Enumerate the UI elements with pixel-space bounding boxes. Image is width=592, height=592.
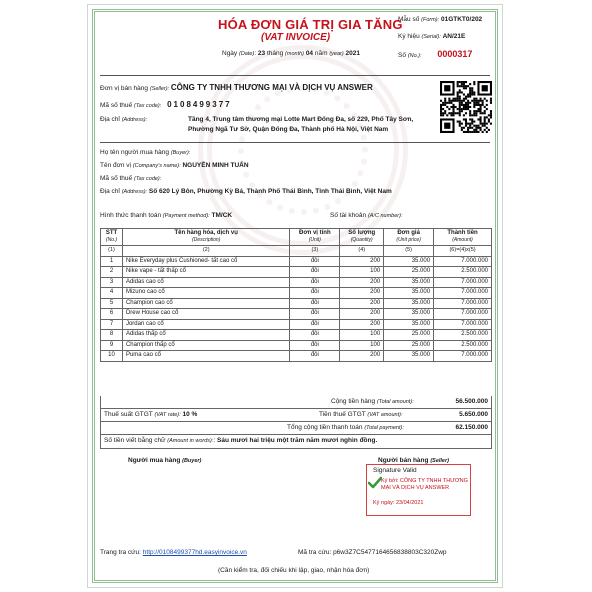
cell-unit-price: 35.000 [384, 288, 434, 299]
cell-quantity: 200 [340, 351, 384, 362]
cell-quantity: 200 [340, 277, 384, 288]
table-row [101, 319, 492, 330]
form-number: Mẫu số (Form): 01GTKT0/202 [398, 16, 483, 23]
invoice-title: HÓA ĐƠN GIÁ TRỊ GIA TĂNG [218, 17, 403, 32]
cell-unit: đôi [290, 340, 340, 351]
cell-amount: 7.000.000 [434, 277, 492, 288]
vat-row: Thuế suất GTGT (VAT rate): 10 % Tiền thuế GTGT (VAT amount): 5.650.000 [100, 409, 492, 422]
amount-in-words-row: Số tiền viết bằng chữ (Amount in words):: Sáu mươi hai triệu một trăm năm mươi nghìn đồng. [100, 435, 492, 449]
table-header-row [101, 229, 492, 246]
cell-no: 10 [101, 351, 123, 362]
col-header-amount: Thành tiền (Amount) [434, 229, 492, 246]
cell-description: Nike vape - tất thấp cổ [122, 267, 289, 278]
qr-code-icon [440, 81, 492, 133]
cell-description: Drew House cao cổ [122, 309, 289, 320]
cell-quantity: 100 [340, 330, 384, 341]
cell-unit: đôi [290, 267, 340, 278]
col-number: (2) [122, 246, 289, 257]
table-row [101, 277, 492, 288]
cell-unit-price: 35.000 [384, 298, 434, 309]
cell-unit-price: 35.000 [384, 256, 434, 267]
account-number-row: Số tài khoản (A/C number): [330, 212, 403, 219]
footer-note: (Cần kiểm tra, đối chiếu khi lập, giao, nhận hóa đơn) [218, 567, 370, 574]
cell-no: 3 [101, 277, 123, 288]
col-header-unit-price: Đơn giá (Unit price) [384, 229, 434, 246]
cell-unit: đôi [290, 298, 340, 309]
signature-valid-title: Signature Valid [373, 467, 417, 474]
cell-unit: đôi [290, 351, 340, 362]
cell-quantity: 200 [340, 319, 384, 330]
seller-name-row: Đơn vị bán hàng (Seller): CÔNG TY TNHH THƯƠNG MẠI VÀ DỊCH VỤ ANSWER [100, 83, 373, 92]
lookup-page-row: Trang tra cứu: http://0108499377hd.easyinvoice.vn [100, 549, 247, 556]
col-number: (3) [290, 246, 340, 257]
cell-unit: đôi [290, 330, 340, 341]
cell-description: Adidas cao cổ [122, 277, 289, 288]
col-number: (4) [340, 246, 384, 257]
lookup-link[interactable]: http://0108499377hd.easyinvoice.vn [142, 549, 247, 556]
signature-valid-stamp [366, 464, 471, 516]
invoice-date: Ngày (Date): 23 tháng (month) 04 năm (year) 2021 [222, 50, 360, 57]
cell-no: 5 [101, 298, 123, 309]
table-row [101, 330, 492, 341]
cell-unit-price: 35.000 [384, 277, 434, 288]
cell-amount: 7.000.000 [434, 298, 492, 309]
subtotal-row: Cộng tiền hàng (Total amount): 56.500.000 [100, 396, 492, 409]
invoice-subtitle: (VAT INVOICE) [261, 32, 331, 43]
cell-unit: đôi [290, 319, 340, 330]
table-row [101, 309, 492, 320]
watermark-seal-inner [238, 85, 368, 215]
col-header-no: STT (No.) [101, 229, 123, 246]
cell-no: 8 [101, 330, 123, 341]
table-row [101, 298, 492, 309]
col-header-unit: Đơn vị tính (Unit) [290, 229, 340, 246]
cell-unit-price: 35.000 [384, 309, 434, 320]
cell-quantity: 200 [340, 288, 384, 299]
buyer-tax-row: Mã số thuế (Tax code): [100, 175, 162, 182]
cell-unit-price: 25.000 [384, 267, 434, 278]
cell-unit: đôi [290, 309, 340, 320]
table-row [101, 351, 492, 362]
col-number: (1) [101, 246, 123, 257]
col-header-quantity: Số lượng (Quantity) [340, 229, 384, 246]
table-row [101, 340, 492, 351]
cell-amount: 7.000.000 [434, 256, 492, 267]
cell-description: Jordan cao cổ [122, 319, 289, 330]
checkmark-icon [368, 476, 382, 490]
cell-no: 2 [101, 267, 123, 278]
payment-method-row: Hình thức thanh toán (Payment method): TM/CK [100, 212, 233, 219]
cell-unit-price: 25.000 [384, 340, 434, 351]
signed-date: Ký ngày: 23/04/2021 [373, 500, 424, 506]
table-row [101, 288, 492, 299]
cell-amount: 7.000.000 [434, 319, 492, 330]
seller-tax-row: Mã số thuế (Tax code): 0108499377 [100, 100, 232, 109]
col-number: (6)=(4)x(5) [434, 246, 492, 257]
cell-description: Nike Everyday plus Cushioned- tất cao cổ [122, 256, 289, 267]
cell-unit-price: 35.000 [384, 319, 434, 330]
seller-address-line2: Phường Ngã Tư Sở, Quận Đống Đa, Thành phố Hà Nội, Việt Nam [188, 126, 389, 133]
cell-no: 7 [101, 319, 123, 330]
cell-quantity: 200 [340, 298, 384, 309]
col-number: (5) [384, 246, 434, 257]
cell-unit: đôi [290, 256, 340, 267]
cell-amount: 2.500.000 [434, 330, 492, 341]
seller-signature-label: Người bán hàng (Seller) [378, 457, 449, 464]
table-row [101, 256, 492, 267]
buyer-person-row: Họ tên người mua hàng (Buyer): [100, 149, 191, 156]
buyer-address-row: Địa chỉ (Address): Số 620 Lý Bôn, Phường Kỳ Bá, Thành Phố Thái Bình, Tỉnh Thái Bình, Việt Nam [100, 188, 392, 195]
table-row [101, 267, 492, 278]
cell-amount: 2.500.000 [434, 267, 492, 278]
cell-no: 4 [101, 288, 123, 299]
cell-amount: 7.000.000 [434, 351, 492, 362]
cell-quantity: 200 [340, 309, 384, 320]
cell-no: 6 [101, 309, 123, 320]
cell-unit: đôi [290, 277, 340, 288]
cell-unit-price: 35.000 [384, 351, 434, 362]
cell-description: Adidas thấp cổ [122, 330, 289, 341]
buyer-company-row: Tên đơn vị (Company's name): NGUYỄN MINH TUẤN [100, 162, 249, 169]
cell-no: 9 [101, 340, 123, 351]
column-number-row [101, 246, 492, 257]
cell-description: Mizuno cao cổ [122, 288, 289, 299]
cell-description: Puma cao cổ [122, 351, 289, 362]
total-row: Tổng cộng tiền thanh toán (Total payment): 62.150.000 [100, 422, 492, 435]
cell-no: 1 [101, 256, 123, 267]
seller-address-row: Địa chỉ (Address): [100, 116, 148, 123]
cell-unit-price: 25.000 [384, 330, 434, 341]
cell-quantity: 200 [340, 256, 384, 267]
cell-unit: đôi [290, 288, 340, 299]
lookup-code-row: Mã tra cứu: p6w3Z7C5477164656838803C320Zwp [298, 549, 447, 556]
col-header-description: Tên hàng hóa, dịch vụ (Description) [122, 229, 289, 246]
items-table [100, 228, 492, 362]
cell-amount: 2.500.000 [434, 340, 492, 351]
serial-number: Ký hiệu (Serial): AN/21E [398, 33, 466, 40]
cell-description: Champion thấp cổ [122, 340, 289, 351]
invoice-number: Số (No.): 0000317 [398, 49, 473, 59]
signed-by: Ký bởi: CÔNG TY TNHH THƯƠNG MẠI VÀ DỊCH VỤ ANSWER [381, 478, 468, 491]
buyer-signature-label: Người mua hàng (Buyer) [128, 457, 202, 464]
cell-description: Champion cao cổ [122, 298, 289, 309]
seller-address-line1: Tầng 4, Trung tâm thương mại Lotte Mart Đống Đa, số 229, Phố Tây Sơn, [188, 116, 414, 123]
cell-amount: 7.000.000 [434, 309, 492, 320]
divider [100, 75, 490, 76]
divider [100, 142, 490, 143]
cell-quantity: 100 [340, 267, 384, 278]
cell-quantity: 100 [340, 340, 384, 351]
cell-amount: 7.000.000 [434, 288, 492, 299]
